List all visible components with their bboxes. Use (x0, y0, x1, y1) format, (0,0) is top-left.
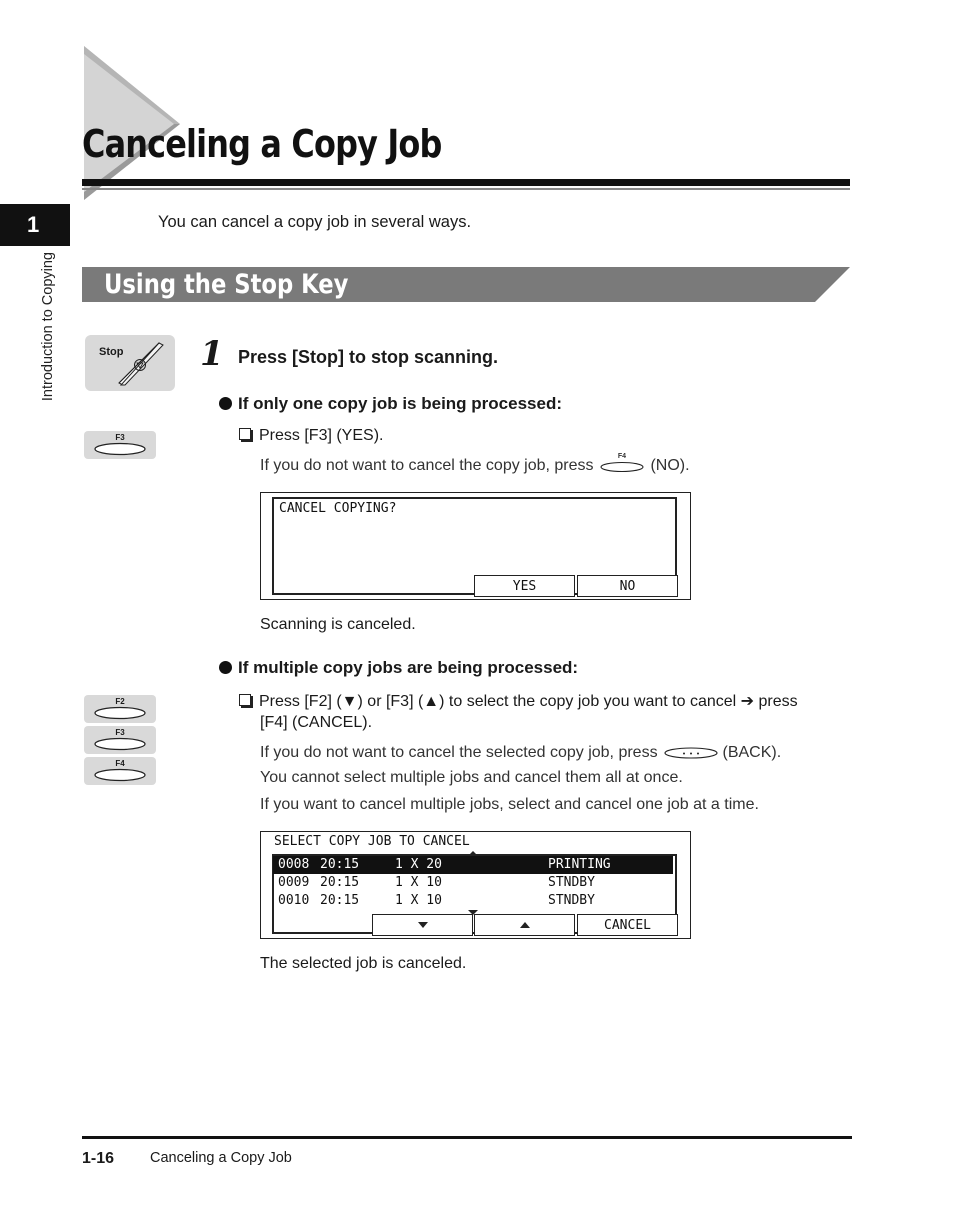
section-heading (82, 267, 850, 302)
f2-key-icon (84, 695, 156, 723)
case2-note3: If you want to cancel multiple jobs, select and cancel one job at a time. (260, 796, 759, 813)
f4-inline-key-icon: F4 (598, 456, 646, 474)
case2-instruction-line2: [F4] (CANCEL). (260, 714, 373, 731)
lcd-no-button[interactable]: NO (577, 575, 678, 597)
down-arrow-icon (417, 921, 429, 929)
f4-key-label: F4 (115, 759, 125, 768)
page-title: Canceling a Copy Job (82, 122, 442, 166)
lcd-cancel-copying (260, 492, 691, 600)
case2-result: The selected job is canceled. (260, 955, 467, 972)
case1-instruction: Press [F3] (YES). (239, 427, 383, 445)
case2-note2: You cannot select multiple jobs and cancel them all at once. (260, 769, 683, 786)
case2-instruction: Press [F2] (▼) or [F3] (▲) to select the copy job you want to cancel ➔ press (239, 691, 798, 711)
lcd-down-button[interactable] (372, 914, 473, 936)
stop-key-label: Stop (99, 346, 124, 358)
f3-key-icon (84, 431, 156, 459)
section-title: Using the Stop Key (104, 269, 349, 300)
f3-key-icon-2 (84, 726, 156, 754)
bullet-icon-2 (219, 661, 232, 674)
step-number: 1 (200, 334, 224, 374)
lcd-message: CANCEL COPYING? (279, 501, 397, 516)
f3-key-label-2: F3 (115, 728, 125, 737)
checkbox-bullet-icon-2 (239, 694, 251, 706)
title-rule (82, 179, 850, 186)
job-row[interactable]: 0010 20:15 1 X 10 STNDBY (278, 893, 595, 908)
lcd-up-button[interactable] (474, 914, 575, 936)
case1-result: Scanning is canceled. (260, 616, 416, 633)
checkbox-bullet-icon (239, 428, 251, 440)
f4-key-icon (84, 757, 156, 785)
lcd-yes-button[interactable]: YES (474, 575, 575, 597)
footer-title: Canceling a Copy Job (150, 1150, 292, 1166)
up-arrow-icon (519, 921, 531, 929)
footer-page-number: 1-16 (82, 1150, 115, 1167)
case1-note: If you do not want to cancel the copy job, press F4 (NO). (260, 453, 690, 474)
f2-key-label: F2 (115, 697, 125, 706)
title-rule-thin (82, 188, 850, 190)
lcd-select-job (260, 831, 691, 939)
chapter-title: Introduction to Copying (40, 252, 56, 402)
job-row[interactable]: 0009 20:15 1 X 10 STNDBY (278, 875, 595, 890)
case2-heading: If multiple copy jobs are being processed: (219, 658, 578, 678)
f3-key-label: F3 (115, 433, 125, 442)
lcd-select-title: SELECT COPY JOB TO CANCEL (274, 834, 470, 849)
step-text: Press [Stop] to stop scanning. (238, 347, 499, 367)
case1-heading: If only one copy job is being processed: (219, 394, 562, 414)
footer-rule (82, 1136, 852, 1139)
lcd-cancel-button[interactable]: CANCEL (577, 914, 678, 936)
intro-text: You can cancel a copy job in several ways. (158, 213, 472, 231)
stop-key-icon (85, 335, 175, 391)
bullet-icon (219, 397, 232, 410)
job-row-selected[interactable]: 0008 20:15 1 X 20 PRINTING (273, 856, 673, 874)
back-inline-key-icon (662, 743, 718, 761)
chapter-tab: 1 (0, 204, 70, 246)
case2-note1: If you do not want to cancel the selected copy job, press (BACK). (260, 744, 782, 761)
